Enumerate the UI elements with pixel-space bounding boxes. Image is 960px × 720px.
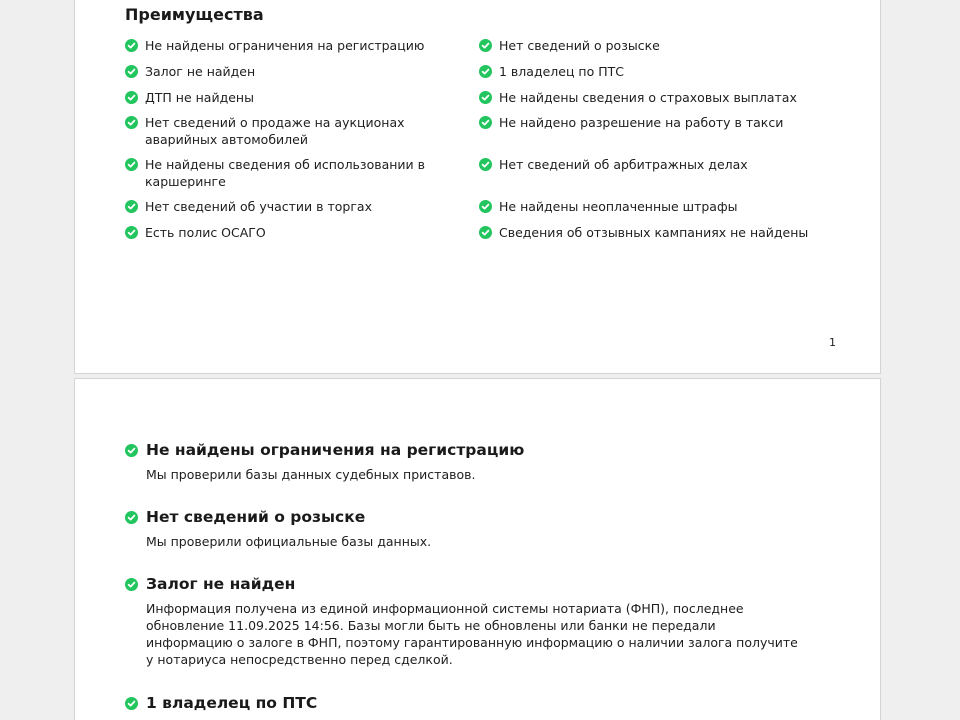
advantage-item <box>479 198 819 224</box>
advantage-item <box>125 37 465 63</box>
detail-section <box>125 575 805 668</box>
check-circle-icon <box>125 65 138 78</box>
advantage-item <box>479 224 819 250</box>
check-circle-icon <box>125 226 138 239</box>
advantage-text: Нет сведений о розыске <box>499 38 660 53</box>
advantage-item <box>479 37 819 63</box>
detail-section <box>125 694 805 712</box>
advantage-text: Не найдены сведения об использовании в каршеринге <box>145 157 426 189</box>
detail-title: Нет сведений о розыске <box>146 508 366 526</box>
advantages-title: Преимущества <box>125 5 264 24</box>
check-circle-icon <box>479 200 492 213</box>
advantage-text: Есть полис ОСАГО <box>145 225 266 240</box>
detail-header <box>125 575 805 593</box>
check-circle-icon <box>125 200 138 213</box>
advantage-item <box>479 114 819 156</box>
advantage-text: Сведения об отзывных кампаниях не найдены <box>499 225 809 240</box>
check-circle-icon <box>479 91 492 104</box>
detail-title: Залог не найден <box>146 575 296 593</box>
check-circle-icon <box>125 39 138 52</box>
advantage-item <box>125 63 465 89</box>
detail-section <box>125 508 805 550</box>
detail-text: Мы проверили базы данных судебных приставов. <box>146 467 476 482</box>
advantage-text: Нет сведений об участии в торгах <box>145 199 372 214</box>
advantage-item <box>479 156 819 198</box>
check-circle-icon <box>479 158 492 171</box>
advantage-text: Нет сведений о продаже на аукционах аварийных автомобилей <box>145 115 405 147</box>
advantage-item <box>125 224 465 250</box>
check-circle-icon <box>479 39 492 52</box>
advantage-text: Не найдено разрешение на работу в такси <box>499 115 784 130</box>
advantage-text: 1 владелец по ПТС <box>499 64 624 79</box>
report-page-2 <box>74 378 881 720</box>
detail-header <box>125 508 805 526</box>
advantage-item <box>479 89 819 114</box>
advantage-item <box>479 63 819 89</box>
advantage-item <box>125 198 465 224</box>
check-circle-icon <box>125 511 138 524</box>
advantage-item <box>125 114 465 156</box>
check-circle-icon <box>125 578 138 591</box>
check-circle-icon <box>479 65 492 78</box>
advantage-item <box>125 89 465 114</box>
advantage-text: Не найдены сведения о страховых выплатах <box>499 90 797 105</box>
advantage-text: Не найдены ограничения на регистрацию <box>145 38 425 53</box>
detail-text: Мы проверили официальные базы данных. <box>146 534 432 549</box>
advantage-item <box>125 156 465 198</box>
detail-text: Информация получена из единой информационной системы нотариата (ФНП), последнее обновление 11.09.2025 14:56. Базы могли быть не обновлены или банки не передали информацию о залоге в ФНП, поэтому гарантированную информацию о наличии залога получите у нотариуса непосредственно перед сделкой. <box>146 601 798 667</box>
detail-header <box>125 694 805 712</box>
advantage-text: Нет сведений об арбитражных делах <box>499 157 748 172</box>
detail-title: 1 владелец по ПТС <box>146 694 318 712</box>
advantages-right-column <box>479 37 819 250</box>
check-circle-icon <box>125 158 138 171</box>
detail-section <box>125 441 805 483</box>
advantage-text: ДТП не найдены <box>145 90 254 105</box>
check-circle-icon <box>125 444 138 457</box>
check-circle-icon <box>125 116 138 129</box>
check-circle-icon <box>125 697 138 710</box>
page-number: 1 <box>829 336 836 349</box>
advantage-text: Не найдены неоплаченные штрафы <box>499 199 738 214</box>
check-circle-icon <box>479 116 492 129</box>
advantages-left-column <box>125 37 465 250</box>
check-circle-icon <box>479 226 492 239</box>
check-circle-icon <box>125 91 138 104</box>
advantage-text: Залог не найден <box>145 64 256 79</box>
detail-header <box>125 441 805 459</box>
report-page-1 <box>74 0 881 374</box>
detail-title: Не найдены ограничения на регистрацию <box>146 441 525 459</box>
